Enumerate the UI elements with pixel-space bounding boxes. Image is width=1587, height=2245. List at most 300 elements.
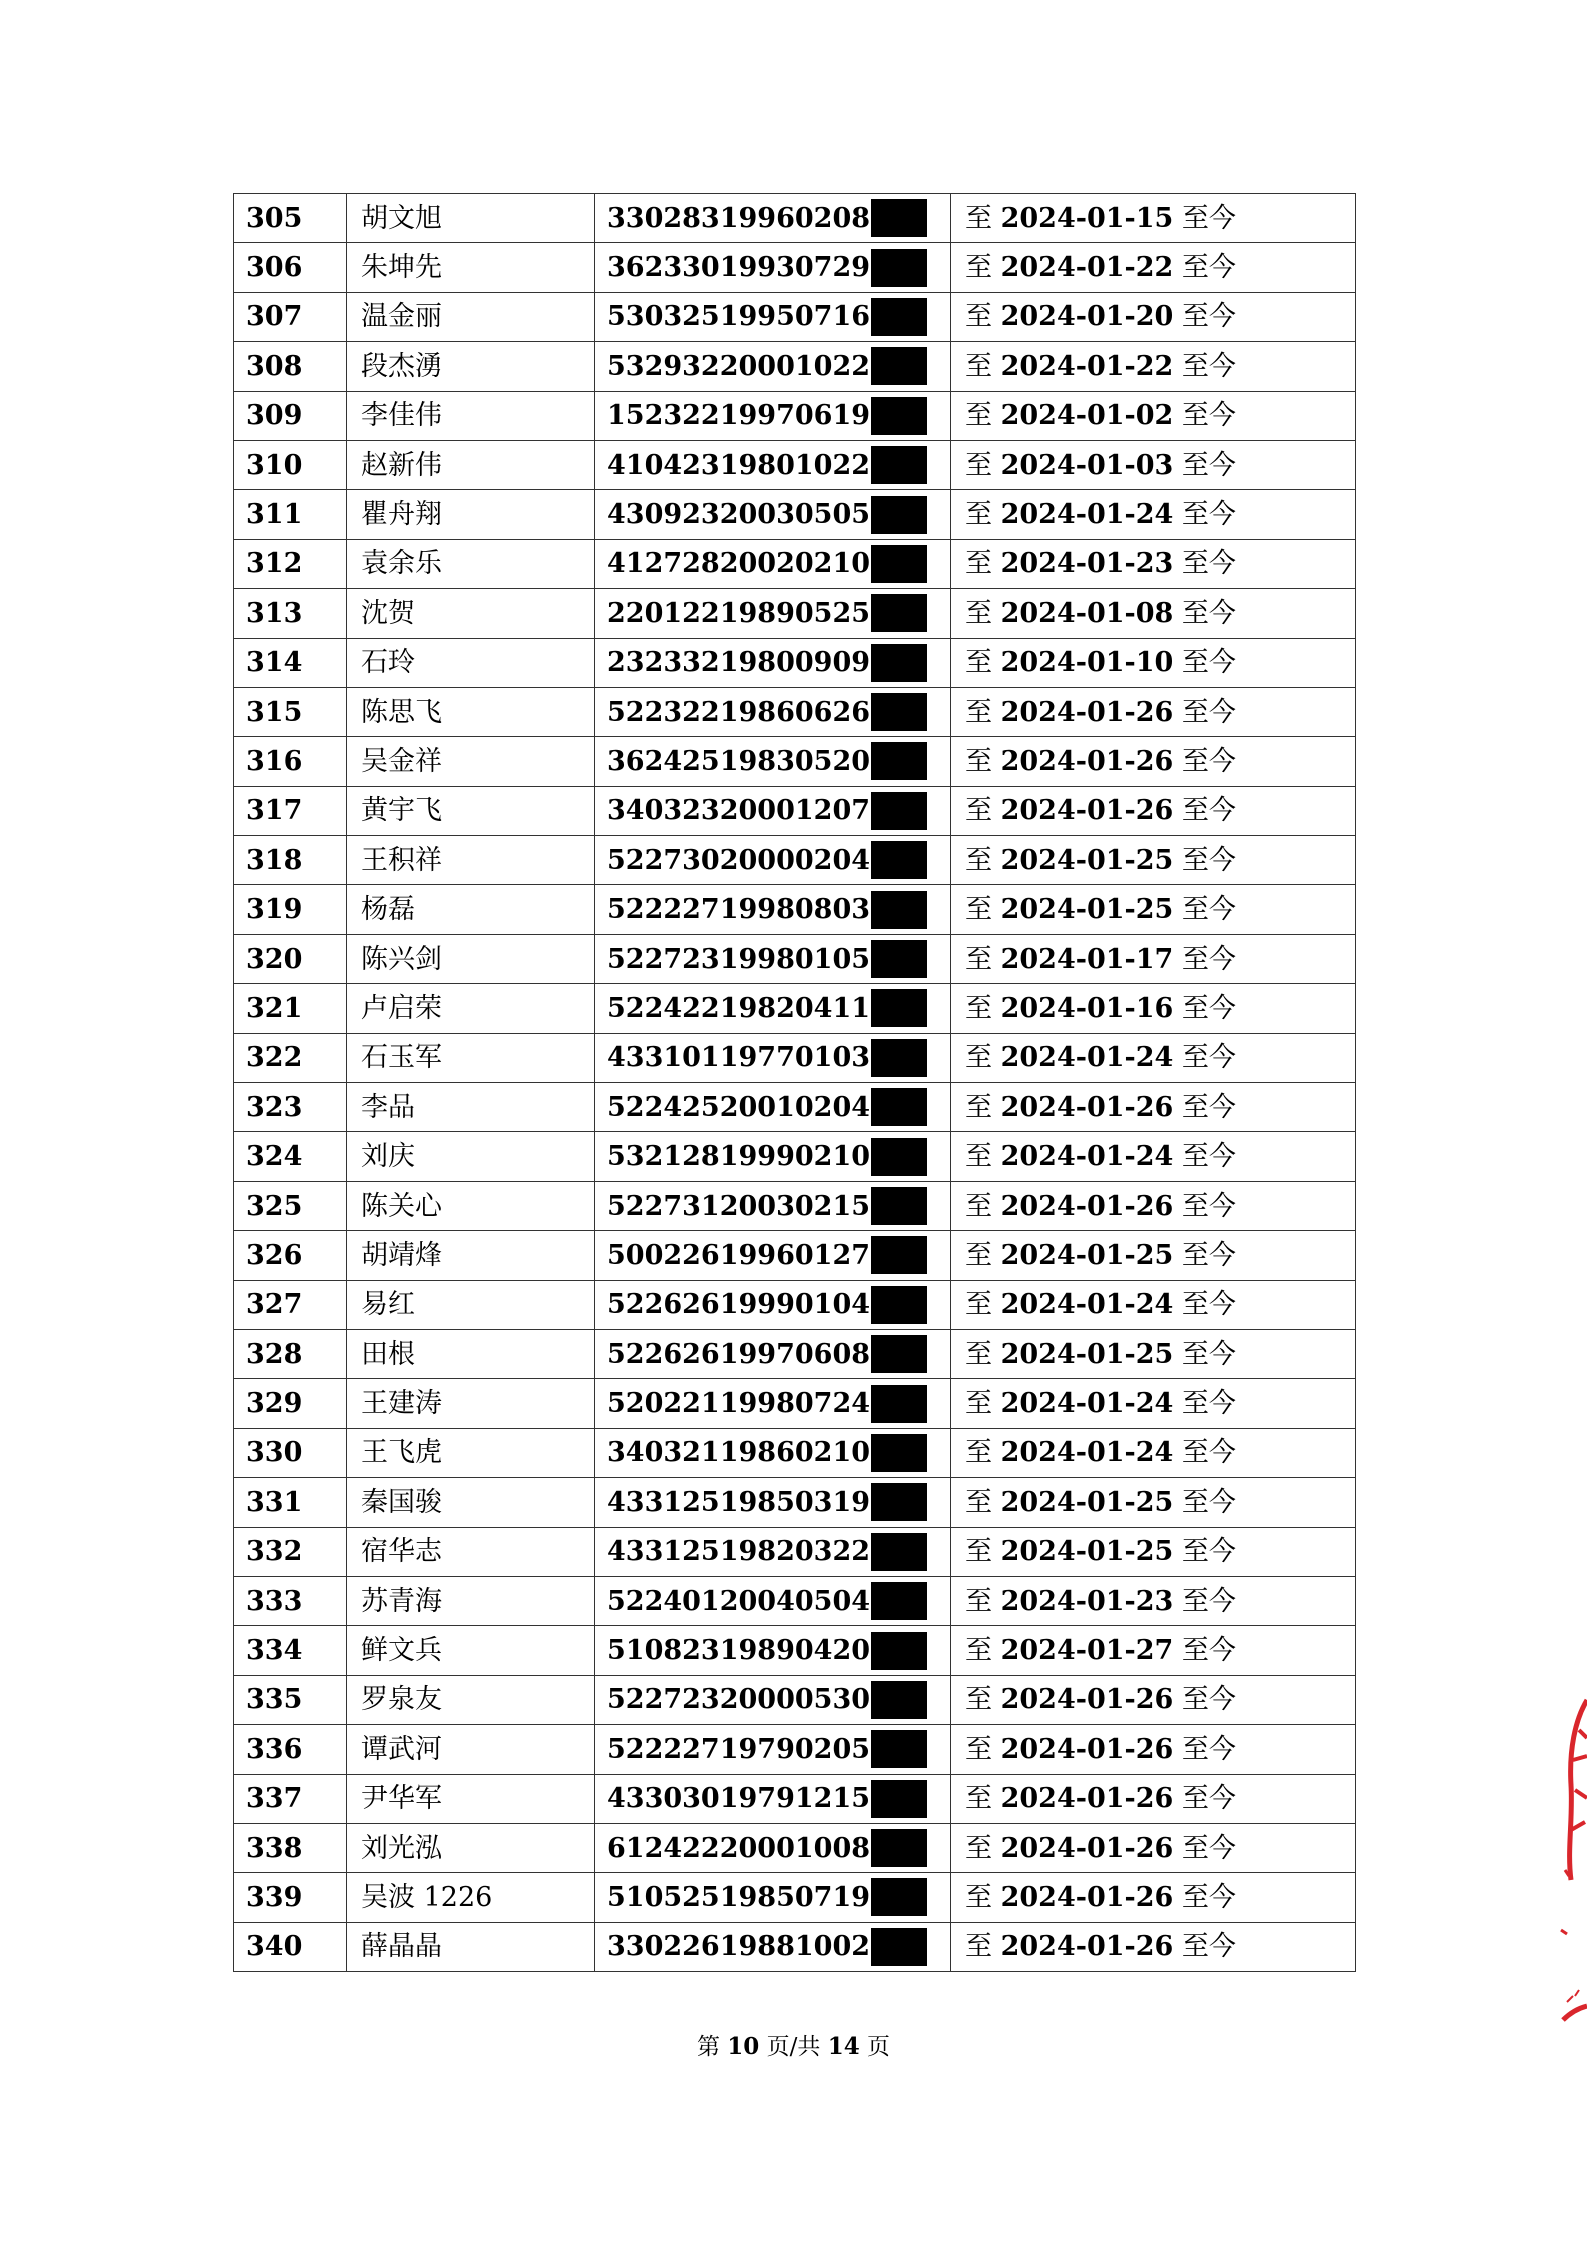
date-suffix: 至今 [1181, 1536, 1236, 1568]
table-row [234, 786, 1356, 835]
person-name: 田根 [347, 1329, 595, 1378]
row-number: 317 [234, 786, 347, 835]
row-number: 337 [234, 1774, 347, 1823]
row-number: 322 [234, 1033, 347, 1082]
table-row [234, 1428, 1356, 1477]
date-suffix: 至今 [1181, 1042, 1236, 1074]
date-suffix: 至今 [1181, 400, 1236, 432]
date-prefix: 至 [965, 597, 992, 629]
id-number: 52272320000530 [607, 1684, 871, 1716]
row-number: 310 [234, 440, 347, 489]
date-prefix: 至 [965, 1091, 992, 1123]
table-row [234, 292, 1356, 341]
table-row [234, 1626, 1356, 1675]
table-row [234, 1527, 1356, 1576]
date-suffix: 至今 [1181, 1635, 1236, 1667]
row-number: 335 [234, 1675, 347, 1724]
date-prefix: 至 [965, 1388, 992, 1420]
date-suffix: 至今 [1181, 1437, 1236, 1469]
footer-prefix: 第 [696, 2034, 720, 2060]
id-number-cell [595, 440, 951, 489]
table-row [234, 885, 1356, 934]
red-seal-fragment [1557, 1690, 1587, 2050]
id-number-cell [595, 1725, 951, 1774]
redaction-block [871, 249, 927, 287]
date-suffix: 至今 [1181, 1832, 1236, 1864]
id-number: 52222719790205 [607, 1733, 871, 1765]
start-date: 2024-01-02 [1000, 400, 1174, 432]
start-date: 2024-01-25 [1000, 844, 1174, 876]
person-name: 陈关心 [347, 1181, 595, 1230]
date-prefix: 至 [965, 1635, 992, 1667]
date-range-cell [951, 243, 1356, 292]
date-range-cell [951, 1823, 1356, 1872]
date-prefix: 至 [965, 992, 992, 1024]
row-number: 327 [234, 1280, 347, 1329]
row-number: 315 [234, 687, 347, 736]
date-suffix: 至今 [1181, 1091, 1236, 1123]
person-name: 王积祥 [347, 836, 595, 885]
id-number: 15232219970619 [607, 400, 871, 432]
footer-current-page: 10 [727, 2033, 760, 2060]
id-number-cell [595, 836, 951, 885]
start-date: 2024-01-25 [1000, 894, 1174, 926]
row-number: 319 [234, 885, 347, 934]
row-number: 316 [234, 737, 347, 786]
row-number: 330 [234, 1428, 347, 1477]
date-range-cell [951, 1280, 1356, 1329]
date-prefix: 至 [965, 400, 992, 432]
id-number: 34032320001207 [607, 795, 871, 827]
date-suffix: 至今 [1181, 202, 1236, 234]
id-number-cell [595, 1922, 951, 1971]
date-suffix: 至今 [1181, 1733, 1236, 1765]
id-number-cell [595, 687, 951, 736]
id-number: 43092320030505 [607, 499, 871, 531]
start-date: 2024-01-26 [1000, 696, 1174, 728]
person-name: 罗泉友 [347, 1675, 595, 1724]
redaction-block [871, 693, 927, 731]
table-row [234, 1280, 1356, 1329]
start-date: 2024-01-17 [1000, 943, 1174, 975]
date-range-cell [951, 638, 1356, 687]
row-number: 307 [234, 292, 347, 341]
person-name: 袁余乐 [347, 539, 595, 588]
id-number-cell [595, 786, 951, 835]
person-name: 李佳伟 [347, 391, 595, 440]
date-range-cell [951, 1181, 1356, 1230]
footer-total-pages: 14 [827, 2033, 860, 2060]
id-number-cell [595, 1132, 951, 1181]
id-number-cell [595, 885, 951, 934]
redaction-block [871, 1730, 927, 1768]
redaction-block [871, 347, 927, 385]
date-range-cell [951, 1033, 1356, 1082]
table-row [234, 1033, 1356, 1082]
person-name: 胡靖烽 [347, 1231, 595, 1280]
date-suffix: 至今 [1181, 1141, 1236, 1173]
person-name: 鲜文兵 [347, 1626, 595, 1675]
roster-table-body [234, 194, 1356, 1972]
date-prefix: 至 [965, 1881, 992, 1913]
person-name: 王飞虎 [347, 1428, 595, 1477]
table-row [234, 737, 1356, 786]
person-name: 刘庆 [347, 1132, 595, 1181]
date-range-cell [951, 1083, 1356, 1132]
start-date: 2024-01-26 [1000, 1881, 1174, 1913]
person-name: 刘光泓 [347, 1823, 595, 1872]
date-suffix: 至今 [1181, 647, 1236, 679]
person-name: 李品 [347, 1083, 595, 1132]
row-number: 308 [234, 342, 347, 391]
redaction-block [871, 1187, 927, 1225]
date-prefix: 至 [965, 1437, 992, 1469]
date-range-cell [951, 687, 1356, 736]
date-range-cell [951, 786, 1356, 835]
redaction-block [871, 644, 927, 682]
redaction-block [871, 1434, 927, 1472]
row-number: 334 [234, 1626, 347, 1675]
date-suffix: 至今 [1181, 1585, 1236, 1617]
id-number-cell [595, 1083, 951, 1132]
start-date: 2024-01-26 [1000, 1931, 1174, 1963]
row-number: 323 [234, 1083, 347, 1132]
start-date: 2024-01-08 [1000, 597, 1174, 629]
redaction-block [871, 1681, 927, 1719]
row-number: 314 [234, 638, 347, 687]
redaction-block [871, 1483, 927, 1521]
person-name: 尹华军 [347, 1774, 595, 1823]
start-date: 2024-01-22 [1000, 350, 1174, 382]
row-number: 306 [234, 243, 347, 292]
redaction-block [871, 1780, 927, 1818]
start-date: 2024-01-24 [1000, 1141, 1174, 1173]
date-range-cell [951, 885, 1356, 934]
table-row [234, 1231, 1356, 1280]
date-range-cell [951, 490, 1356, 539]
person-name: 苏青海 [347, 1576, 595, 1625]
person-name: 谭武河 [347, 1725, 595, 1774]
date-prefix: 至 [965, 1338, 992, 1370]
person-name: 黄宇飞 [347, 786, 595, 835]
date-prefix: 至 [965, 1536, 992, 1568]
date-prefix: 至 [965, 449, 992, 481]
date-suffix: 至今 [1181, 1486, 1236, 1518]
id-number: 52273020000204 [607, 844, 871, 876]
id-number-cell [595, 1329, 951, 1378]
person-name: 陈思飞 [347, 687, 595, 736]
start-date: 2024-01-25 [1000, 1239, 1174, 1271]
row-number: 331 [234, 1478, 347, 1527]
start-date: 2024-01-16 [1000, 992, 1174, 1024]
table-row [234, 638, 1356, 687]
date-range-cell [951, 342, 1356, 391]
id-number: 51082319890420 [607, 1635, 871, 1667]
redaction-block [871, 594, 927, 632]
table-row [234, 1181, 1356, 1230]
date-range-cell [951, 1478, 1356, 1527]
row-number: 313 [234, 589, 347, 638]
person-name: 胡文旭 [347, 194, 595, 243]
table-row [234, 1379, 1356, 1428]
date-prefix: 至 [965, 844, 992, 876]
date-prefix: 至 [965, 1289, 992, 1321]
id-number: 50022619960127 [607, 1239, 871, 1271]
date-prefix: 至 [965, 202, 992, 234]
date-range-cell [951, 836, 1356, 885]
table-row [234, 687, 1356, 736]
date-prefix: 至 [965, 1190, 992, 1222]
date-range-cell [951, 1922, 1356, 1971]
start-date: 2024-01-10 [1000, 647, 1174, 679]
start-date: 2024-01-26 [1000, 1733, 1174, 1765]
date-prefix: 至 [965, 1733, 992, 1765]
start-date: 2024-01-26 [1000, 1832, 1174, 1864]
date-suffix: 至今 [1181, 1289, 1236, 1321]
date-range-cell [951, 292, 1356, 341]
row-number: 340 [234, 1922, 347, 1971]
id-number: 23233219800909 [607, 647, 871, 679]
redaction-block [871, 1385, 927, 1423]
table-row [234, 539, 1356, 588]
id-number: 33022619881002 [607, 1931, 871, 1963]
id-number-cell [595, 539, 951, 588]
id-number: 52262619970608 [607, 1338, 871, 1370]
person-name: 秦国骏 [347, 1478, 595, 1527]
table-row [234, 391, 1356, 440]
date-prefix: 至 [965, 1239, 992, 1271]
redaction-block [871, 298, 927, 336]
person-name: 薛晶晶 [347, 1922, 595, 1971]
table-row [234, 1675, 1356, 1724]
id-number: 43303019791215 [607, 1783, 871, 1815]
date-range-cell [951, 737, 1356, 786]
id-number: 52240120040504 [607, 1585, 871, 1617]
date-suffix: 至今 [1181, 1783, 1236, 1815]
date-suffix: 至今 [1181, 1239, 1236, 1271]
date-range-cell [951, 1774, 1356, 1823]
redaction-block [871, 1632, 927, 1670]
redaction-block [871, 1335, 927, 1373]
start-date: 2024-01-27 [1000, 1635, 1174, 1667]
id-number-cell [595, 1231, 951, 1280]
table-row [234, 984, 1356, 1033]
id-number: 52022119980724 [607, 1388, 871, 1420]
start-date: 2024-01-26 [1000, 1190, 1174, 1222]
date-suffix: 至今 [1181, 301, 1236, 333]
table-row [234, 1132, 1356, 1181]
row-number: 328 [234, 1329, 347, 1378]
date-suffix: 至今 [1181, 1684, 1236, 1716]
id-number-cell [595, 1280, 951, 1329]
date-prefix: 至 [965, 1486, 992, 1518]
date-prefix: 至 [965, 647, 992, 679]
date-suffix: 至今 [1181, 1931, 1236, 1963]
date-range-cell [951, 1132, 1356, 1181]
date-prefix: 至 [965, 1931, 992, 1963]
start-date: 2024-01-24 [1000, 1289, 1174, 1321]
redaction-block [871, 1878, 927, 1916]
table-row [234, 1725, 1356, 1774]
redaction-block [871, 792, 927, 830]
table-row [234, 1823, 1356, 1872]
date-prefix: 至 [965, 1684, 992, 1716]
date-range-cell [951, 1329, 1356, 1378]
row-number: 339 [234, 1873, 347, 1922]
id-number: 52232219860626 [607, 696, 871, 728]
table-row [234, 1576, 1356, 1625]
table-row [234, 342, 1356, 391]
date-range-cell [951, 1576, 1356, 1625]
start-date: 2024-01-26 [1000, 1091, 1174, 1123]
date-prefix: 至 [965, 252, 992, 284]
date-range-cell [951, 1675, 1356, 1724]
row-number: 326 [234, 1231, 347, 1280]
start-date: 2024-01-24 [1000, 1388, 1174, 1420]
table-row [234, 1083, 1356, 1132]
date-range-cell [951, 934, 1356, 983]
date-prefix: 至 [965, 745, 992, 777]
date-range-cell [951, 1873, 1356, 1922]
footer-suffix: 页 [867, 2034, 891, 2060]
row-number: 305 [234, 194, 347, 243]
start-date: 2024-01-26 [1000, 795, 1174, 827]
date-suffix: 至今 [1181, 350, 1236, 382]
person-name: 吴金祥 [347, 737, 595, 786]
row-number: 325 [234, 1181, 347, 1230]
id-number: 53212819990210 [607, 1141, 871, 1173]
row-number: 336 [234, 1725, 347, 1774]
redaction-block [871, 446, 927, 484]
date-range-cell [951, 391, 1356, 440]
date-prefix: 至 [965, 350, 992, 382]
date-range-cell [951, 194, 1356, 243]
person-name: 石玲 [347, 638, 595, 687]
date-suffix: 至今 [1181, 795, 1236, 827]
id-number: 36242519830520 [607, 745, 871, 777]
row-number: 324 [234, 1132, 347, 1181]
start-date: 2024-01-25 [1000, 1486, 1174, 1518]
page-footer [0, 2028, 1587, 2061]
person-name: 易红 [347, 1280, 595, 1329]
id-number: 52262619990104 [607, 1289, 871, 1321]
person-name: 石玉军 [347, 1033, 595, 1082]
person-name: 朱坤先 [347, 243, 595, 292]
date-range-cell [951, 539, 1356, 588]
redaction-block [871, 1138, 927, 1176]
start-date: 2024-01-23 [1000, 548, 1174, 580]
redaction-block [871, 841, 927, 879]
start-date: 2024-01-24 [1000, 1437, 1174, 1469]
id-number-cell [595, 1774, 951, 1823]
redaction-block [871, 397, 927, 435]
table-row [234, 1774, 1356, 1823]
id-number: 53293220001022 [607, 350, 871, 382]
date-range-cell [951, 1379, 1356, 1428]
roster-table [233, 193, 1356, 1972]
redaction-block [871, 940, 927, 978]
id-number: 36233019930729 [607, 252, 871, 284]
start-date: 2024-01-26 [1000, 745, 1174, 777]
date-range-cell [951, 984, 1356, 1033]
date-prefix: 至 [965, 548, 992, 580]
table-row [234, 589, 1356, 638]
date-prefix: 至 [965, 696, 992, 728]
date-prefix: 至 [965, 894, 992, 926]
id-number: 43312519850319 [607, 1486, 871, 1518]
id-number-cell [595, 1379, 951, 1428]
id-number-cell [595, 1428, 951, 1477]
id-number-cell [595, 292, 951, 341]
date-range-cell [951, 589, 1356, 638]
id-number-cell [595, 1181, 951, 1230]
row-number: 318 [234, 836, 347, 885]
id-number: 53032519950716 [607, 301, 871, 333]
person-name: 杨磊 [347, 885, 595, 934]
date-prefix: 至 [965, 301, 992, 333]
date-suffix: 至今 [1181, 597, 1236, 629]
redaction-block [871, 199, 927, 237]
id-number: 22012219890525 [607, 597, 871, 629]
date-suffix: 至今 [1181, 1881, 1236, 1913]
redaction-block [871, 989, 927, 1027]
footer-middle: 页/共 [766, 2034, 821, 2060]
start-date: 2024-01-24 [1000, 499, 1174, 531]
row-number: 311 [234, 490, 347, 539]
date-prefix: 至 [965, 943, 992, 975]
id-number-cell [595, 984, 951, 1033]
start-date: 2024-01-24 [1000, 1042, 1174, 1074]
id-number-cell [595, 194, 951, 243]
id-number-cell [595, 243, 951, 292]
id-number-cell [595, 589, 951, 638]
id-number-cell [595, 1033, 951, 1082]
date-suffix: 至今 [1181, 943, 1236, 975]
id-number: 41272820020210 [607, 548, 871, 580]
person-name: 吴波 1226 [347, 1873, 595, 1922]
redaction-block [871, 1829, 927, 1867]
redaction-block [871, 1039, 927, 1077]
id-number: 34032119860210 [607, 1437, 871, 1469]
person-name: 陈兴剑 [347, 934, 595, 983]
redaction-block [871, 1928, 927, 1966]
start-date: 2024-01-15 [1000, 202, 1174, 234]
id-number: 52242520010204 [607, 1091, 871, 1123]
id-number-cell [595, 1675, 951, 1724]
id-number: 33028319960208 [607, 202, 871, 234]
person-name: 宿华志 [347, 1527, 595, 1576]
date-range-cell [951, 1725, 1356, 1774]
redaction-block [871, 891, 927, 929]
row-number: 329 [234, 1379, 347, 1428]
row-number: 338 [234, 1823, 347, 1872]
date-suffix: 至今 [1181, 992, 1236, 1024]
date-prefix: 至 [965, 1042, 992, 1074]
person-name: 沈贺 [347, 589, 595, 638]
redaction-block [871, 1533, 927, 1571]
id-number-cell [595, 1576, 951, 1625]
date-prefix: 至 [965, 1832, 992, 1864]
date-suffix: 至今 [1181, 499, 1236, 531]
id-number: 52273120030215 [607, 1190, 871, 1222]
table-row [234, 440, 1356, 489]
start-date: 2024-01-25 [1000, 1536, 1174, 1568]
date-suffix: 至今 [1181, 1338, 1236, 1370]
date-prefix: 至 [965, 499, 992, 531]
id-number-cell [595, 638, 951, 687]
table-row [234, 194, 1356, 243]
id-number-cell [595, 1873, 951, 1922]
